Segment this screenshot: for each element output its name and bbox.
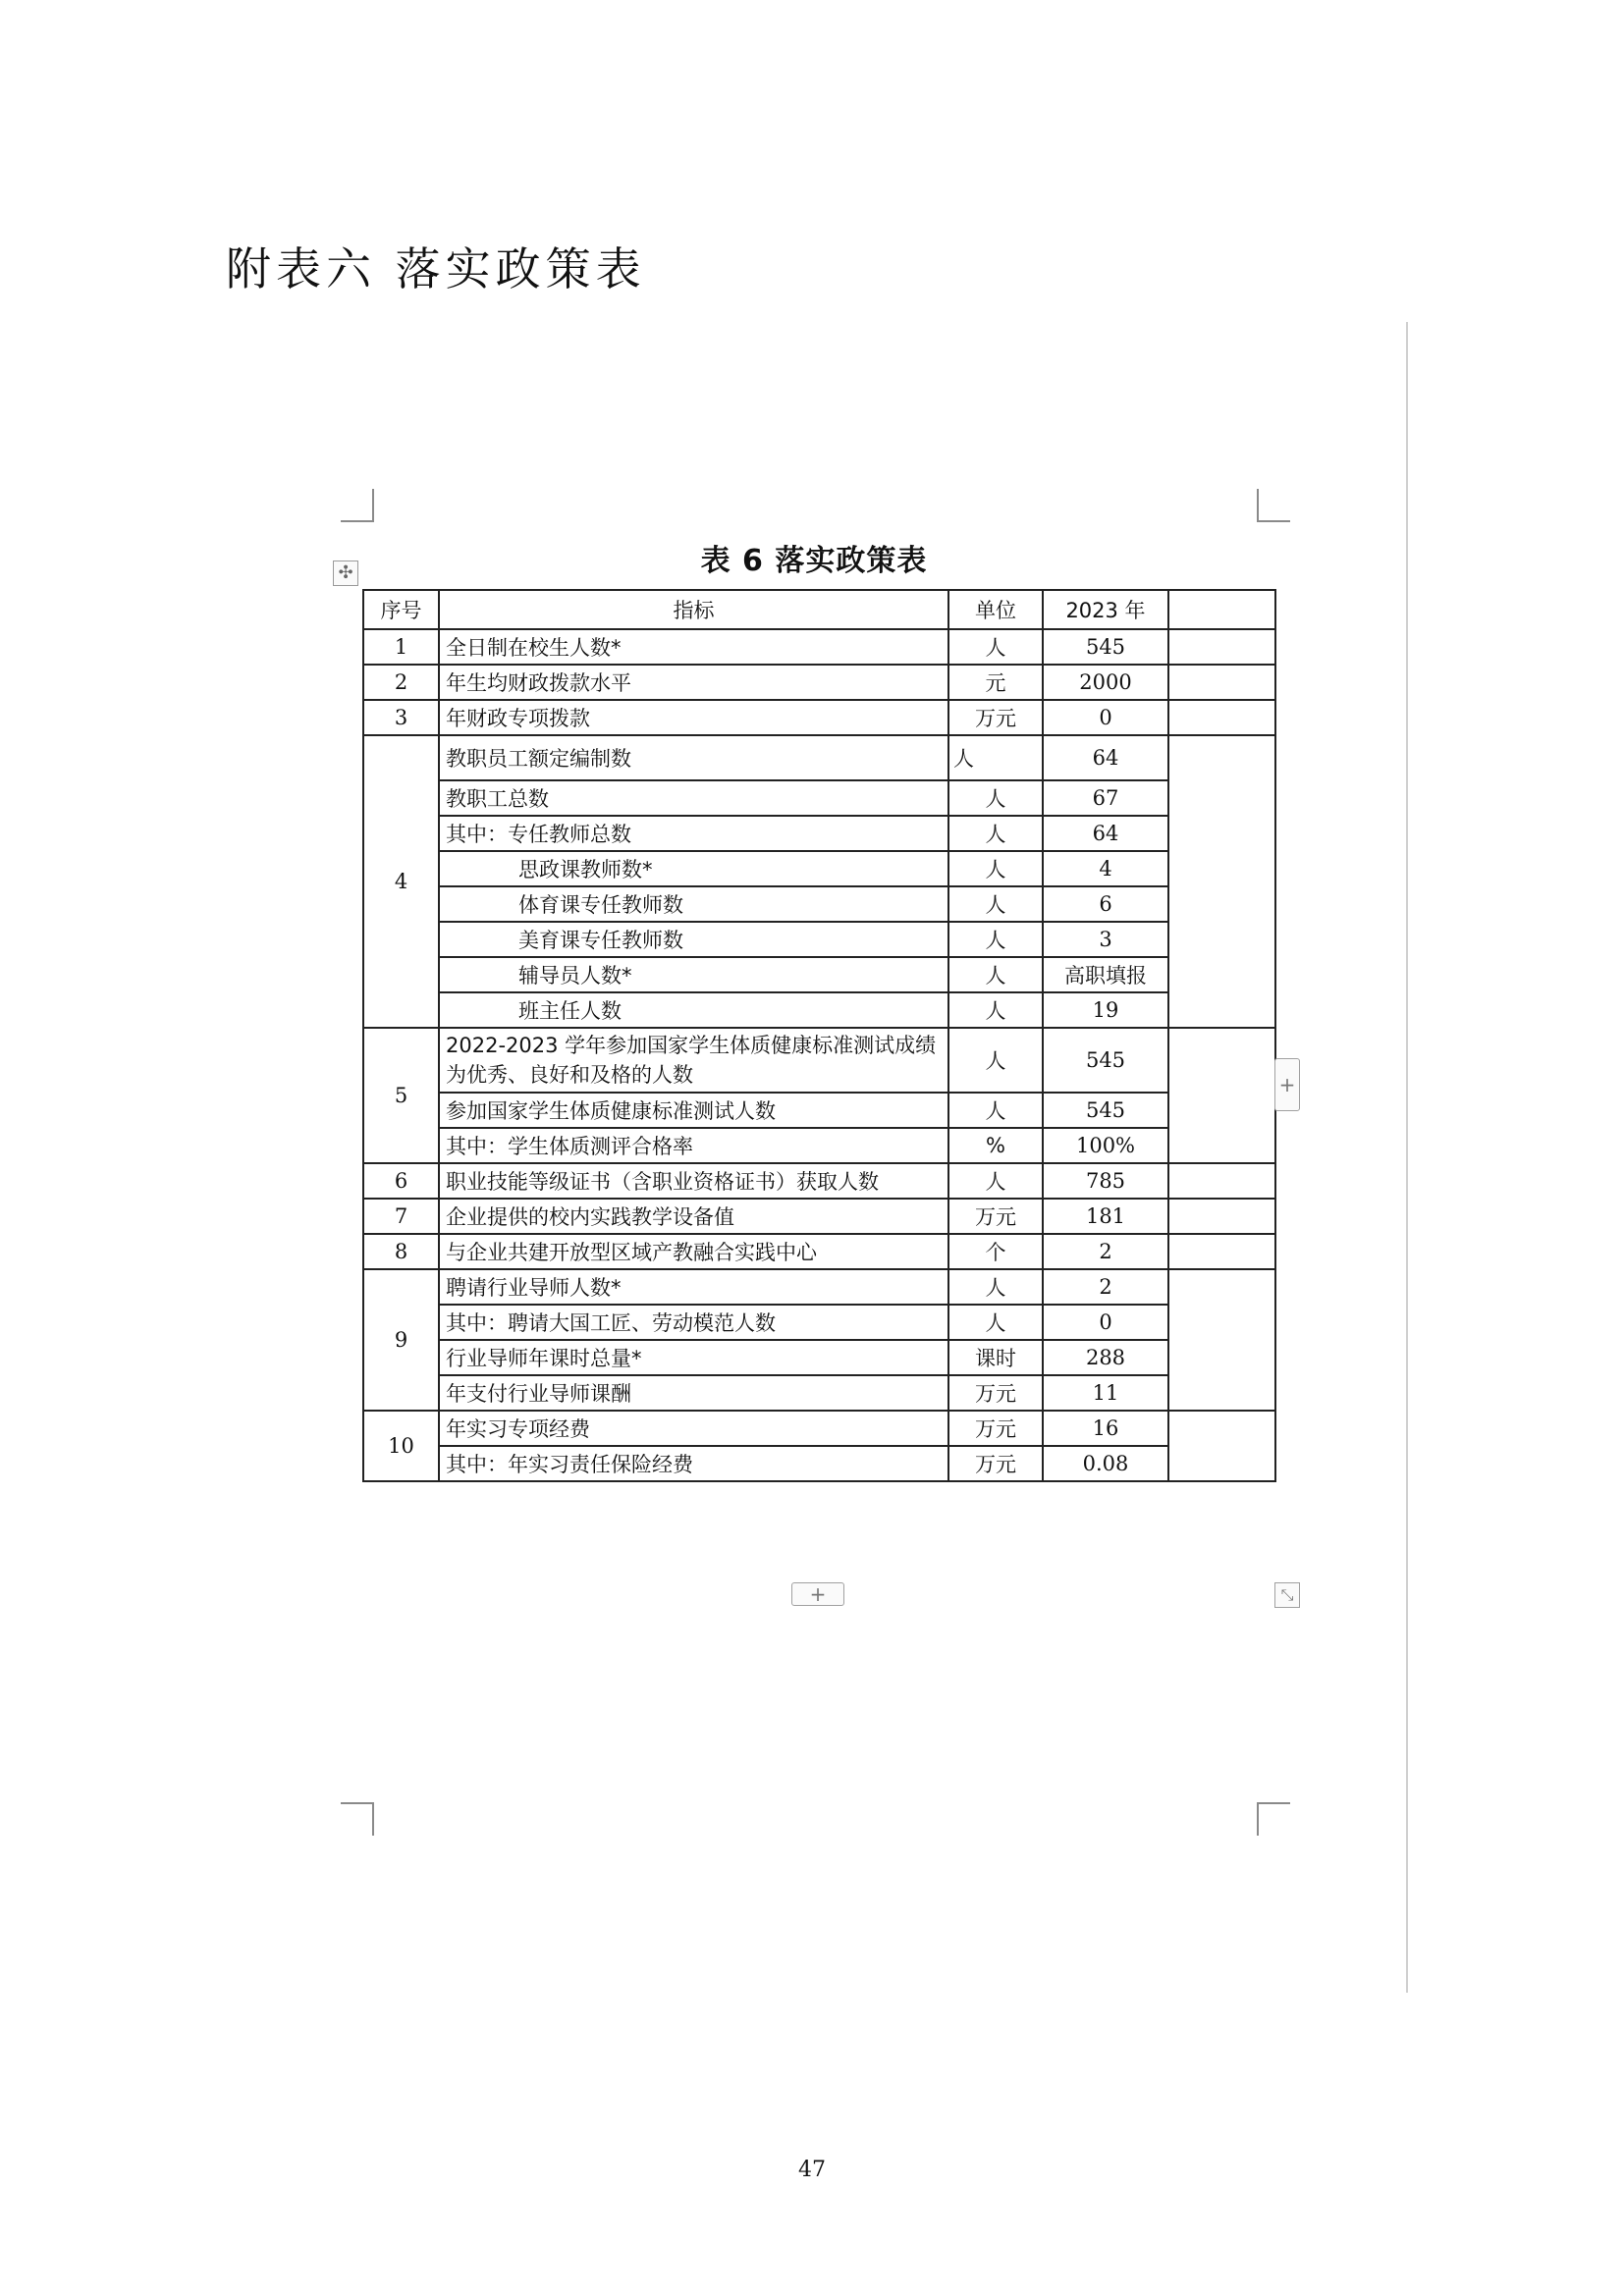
row-unit: 人	[948, 957, 1043, 992]
row-value: 2000	[1043, 665, 1168, 700]
row-unit: 人	[948, 780, 1043, 816]
row-unit: 万元	[948, 1375, 1043, 1411]
row-value: 11	[1043, 1375, 1168, 1411]
table-row	[363, 886, 1275, 922]
row-value: 785	[1043, 1163, 1168, 1199]
add-row-handle-icon[interactable]: +	[791, 1582, 844, 1606]
row-empty-cell	[1168, 1411, 1275, 1481]
row-number: 2	[363, 665, 439, 700]
row-unit: 人	[948, 851, 1043, 886]
row-value: 545	[1043, 1028, 1168, 1093]
row-unit: 人	[948, 629, 1043, 665]
row-empty-cell	[1168, 665, 1275, 700]
embedded-page-right-edge	[1406, 322, 1408, 1993]
crop-mark-top-right	[1257, 489, 1290, 522]
table-header-row	[363, 590, 1275, 629]
row-value: 0	[1043, 1305, 1168, 1340]
table-row	[363, 1446, 1275, 1481]
row-number: 10	[363, 1411, 439, 1481]
header-year: 2023 年	[1043, 590, 1168, 629]
table-row	[363, 629, 1275, 665]
row-unit: 元	[948, 665, 1043, 700]
row-unit: 人	[948, 1093, 1043, 1128]
table-row	[363, 1128, 1275, 1163]
row-empty-cell	[1168, 1234, 1275, 1269]
row-unit: 万元	[948, 700, 1043, 735]
table-row	[363, 700, 1275, 735]
table-row	[363, 851, 1275, 886]
table-row	[363, 665, 1275, 700]
table-row	[363, 1093, 1275, 1128]
row-empty-cell	[1168, 700, 1275, 735]
row-value: 3	[1043, 922, 1168, 957]
row-number: 5	[363, 1028, 439, 1163]
row-indicator: 思政课教师数*	[439, 851, 948, 886]
table-row	[363, 1305, 1275, 1340]
row-indicator: 教职工总数	[439, 780, 948, 816]
row-unit: 人	[948, 735, 1043, 780]
table-row	[363, 1199, 1275, 1234]
row-value: 高职填报	[1043, 957, 1168, 992]
row-indicator: 年财政专项拨款	[439, 700, 948, 735]
row-indicator: 2022-2023 学年参加国家学生体质健康标准测试成绩为优秀、良好和及格的人数	[439, 1028, 948, 1093]
add-column-handle-icon[interactable]: +	[1274, 1058, 1300, 1111]
row-indicator: 班主任人数	[439, 992, 948, 1028]
row-value: 64	[1043, 735, 1168, 780]
row-indicator: 年生均财政拨款水平	[439, 665, 948, 700]
table-row	[363, 1375, 1275, 1411]
row-empty-cell	[1168, 1269, 1275, 1411]
crop-mark-bottom-left	[341, 1802, 374, 1836]
table-row	[363, 780, 1275, 816]
header-unit: 单位	[948, 590, 1043, 629]
row-number: 4	[363, 735, 439, 1028]
header-indicator: 指标	[439, 590, 948, 629]
row-value: 0.08	[1043, 1446, 1168, 1481]
table-row	[363, 957, 1275, 992]
table-row	[363, 1269, 1275, 1305]
row-value: 2	[1043, 1269, 1168, 1305]
row-indicator: 与企业共建开放型区域产教融合实践中心	[439, 1234, 948, 1269]
row-indicator: 其中：学生体质测评合格率	[439, 1128, 948, 1163]
row-unit: 人	[948, 886, 1043, 922]
row-unit: 万元	[948, 1446, 1043, 1481]
row-unit: 个	[948, 1234, 1043, 1269]
policy-table	[362, 589, 1276, 1482]
page-number: 47	[798, 2158, 826, 2182]
row-number: 7	[363, 1199, 439, 1234]
table-row	[363, 992, 1275, 1028]
table-row	[363, 1340, 1275, 1375]
row-indicator: 教职员工额定编制数	[439, 735, 948, 780]
row-empty-cell	[1168, 1199, 1275, 1234]
row-value: 16	[1043, 1411, 1168, 1446]
row-empty-cell	[1168, 735, 1275, 1028]
row-empty-cell	[1168, 629, 1275, 665]
crop-mark-top-left	[341, 489, 374, 522]
row-indicator: 全日制在校生人数*	[439, 629, 948, 665]
row-number: 8	[363, 1234, 439, 1269]
row-value: 0	[1043, 700, 1168, 735]
row-number: 6	[363, 1163, 439, 1199]
row-empty-cell	[1168, 1028, 1275, 1163]
row-indicator: 行业导师年课时总量*	[439, 1340, 948, 1375]
table-row	[363, 1411, 1275, 1446]
row-value: 545	[1043, 629, 1168, 665]
row-indicator: 年支付行业导师课酬	[439, 1375, 948, 1411]
row-unit: 人	[948, 816, 1043, 851]
row-indicator: 辅导员人数*	[439, 957, 948, 992]
row-unit: 人	[948, 992, 1043, 1028]
table-resize-handle-icon[interactable]: ⤡	[1274, 1582, 1300, 1608]
row-value: 4	[1043, 851, 1168, 886]
row-indicator: 其中：专任教师总数	[439, 816, 948, 851]
row-value: 545	[1043, 1093, 1168, 1128]
table-move-handle-icon[interactable]: ✣	[333, 561, 358, 586]
row-indicator: 其中：年实习责任保险经费	[439, 1446, 948, 1481]
row-indicator: 职业技能等级证书（含职业资格证书）获取人数	[439, 1163, 948, 1199]
crop-mark-bottom-right	[1257, 1802, 1290, 1836]
row-unit: 人	[948, 1163, 1043, 1199]
row-value: 100%	[1043, 1128, 1168, 1163]
row-unit: 人	[948, 1269, 1043, 1305]
row-empty-cell	[1168, 1163, 1275, 1199]
table-row	[363, 735, 1275, 780]
table-row	[363, 816, 1275, 851]
row-unit: 人	[948, 922, 1043, 957]
row-value: 6	[1043, 886, 1168, 922]
table-row	[363, 1028, 1275, 1093]
row-value: 64	[1043, 816, 1168, 851]
row-unit: 人	[948, 1305, 1043, 1340]
table-row	[363, 922, 1275, 957]
table-row	[363, 1234, 1275, 1269]
row-indicator: 参加国家学生体质健康标准测试人数	[439, 1093, 948, 1128]
row-number: 9	[363, 1269, 439, 1411]
row-indicator: 美育课专任教师数	[439, 922, 948, 957]
header-no: 序号	[363, 590, 439, 629]
row-value: 181	[1043, 1199, 1168, 1234]
row-unit: %	[948, 1128, 1043, 1163]
row-indicator: 其中：聘请大国工匠、劳动模范人数	[439, 1305, 948, 1340]
row-indicator: 企业提供的校内实践教学设备值	[439, 1199, 948, 1234]
table-row	[363, 1163, 1275, 1199]
document-heading: 附表六 落实政策表	[226, 242, 646, 295]
row-unit: 人	[948, 1028, 1043, 1093]
row-indicator: 体育课专任教师数	[439, 886, 948, 922]
row-value: 2	[1043, 1234, 1168, 1269]
row-indicator: 年实习专项经费	[439, 1411, 948, 1446]
row-unit: 课时	[948, 1340, 1043, 1375]
table-title: 表 6 落实政策表	[700, 544, 928, 578]
row-indicator: 聘请行业导师人数*	[439, 1269, 948, 1305]
row-unit: 万元	[948, 1411, 1043, 1446]
row-value: 288	[1043, 1340, 1168, 1375]
row-value: 19	[1043, 992, 1168, 1028]
header-extra	[1168, 590, 1275, 629]
row-number: 3	[363, 700, 439, 735]
row-number: 1	[363, 629, 439, 665]
row-unit: 万元	[948, 1199, 1043, 1234]
row-value: 67	[1043, 780, 1168, 816]
